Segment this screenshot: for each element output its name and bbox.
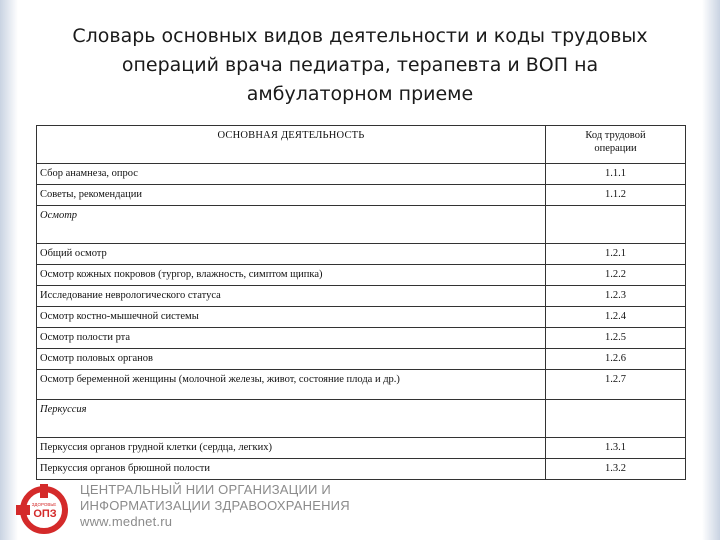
row-code: 1.1.1 <box>546 164 686 185</box>
website-link[interactable]: www.mednet.ru <box>80 514 173 529</box>
row-name: Осмотр кожных покровов (тургор, влажность, симптом щипка) <box>37 265 546 286</box>
title-line-2: операций врача педиатра, терапевта и ВОП на <box>121 54 599 76</box>
row-code: 1.2.4 <box>546 307 686 328</box>
slide-title <box>40 22 680 109</box>
row-name: Общий осмотр <box>37 244 546 265</box>
title-line-3: амбулаторном приеме <box>246 83 474 105</box>
row-name: Советы, рекомендации <box>37 185 546 206</box>
row-code: 1.2.1 <box>546 244 686 265</box>
org-name-block <box>80 482 350 530</box>
section-row-osmotr <box>37 206 686 244</box>
logo-text: ОПЗ <box>33 508 57 520</box>
row-name: Перкуссия органов брюшной полости <box>37 459 546 480</box>
org-line-2: ИНФОРМАТИЗАЦИИ ЗДРАВООХРАНЕНИЯ <box>80 498 350 513</box>
row-code <box>546 206 686 244</box>
table-row <box>37 349 686 370</box>
footer <box>0 480 720 540</box>
row-code: 1.2.5 <box>546 328 686 349</box>
row-code: 1.2.6 <box>546 349 686 370</box>
table-row <box>37 185 686 206</box>
header-code-line-2: операции <box>594 143 637 154</box>
table-row <box>37 370 686 400</box>
row-code: 1.2.3 <box>546 286 686 307</box>
title-line-1: Словарь основных видов деятельности и коды трудовых <box>72 25 648 47</box>
org-line-1: ЦЕНТРАЛЬНЫЙ НИИ ОРГАНИЗАЦИИ И <box>80 482 331 497</box>
row-name: Осмотр половых органов <box>37 349 546 370</box>
row-name: Осмотр костно-мышечной системы <box>37 307 546 328</box>
header-code-line-1: Код трудовой <box>585 130 646 141</box>
table-row <box>37 459 686 480</box>
section-name: Перкуссия <box>37 400 546 438</box>
row-code: 1.1.2 <box>546 185 686 206</box>
table-row <box>37 164 686 185</box>
section-name: Осмотр <box>37 206 546 244</box>
row-code: 1.2.2 <box>546 265 686 286</box>
row-name: Осмотр беременной женщины (молочной железы, живот, состояние плода и др.) <box>37 370 546 400</box>
table-row <box>37 265 686 286</box>
table-row <box>37 438 686 459</box>
row-code: 1.3.1 <box>546 438 686 459</box>
row-name: Перкуссия органов грудной клетки (сердца, легких) <box>37 438 546 459</box>
table-row <box>37 328 686 349</box>
table-row <box>37 307 686 328</box>
section-row-perkussiya <box>37 400 686 438</box>
row-code: 1.3.2 <box>546 459 686 480</box>
opz-logo-icon <box>14 484 74 536</box>
row-name: Сбор анамнеза, опрос <box>37 164 546 185</box>
operations-table <box>36 125 686 480</box>
logo-small-text: ЗДОРОВЬЕ <box>31 502 57 507</box>
row-code: 1.2.7 <box>546 370 686 400</box>
row-name: Исследование неврологического статуса <box>37 286 546 307</box>
header-activity: ОСНОВНАЯ ДЕЯТЕЛЬНОСТЬ <box>37 126 546 164</box>
left-edge-shade <box>0 0 18 540</box>
row-code <box>546 400 686 438</box>
row-name: Осмотр полости рта <box>37 328 546 349</box>
table-row <box>37 244 686 265</box>
header-code <box>546 126 686 164</box>
table-header-row <box>37 126 686 164</box>
right-edge-shade <box>702 0 720 540</box>
table-row <box>37 286 686 307</box>
